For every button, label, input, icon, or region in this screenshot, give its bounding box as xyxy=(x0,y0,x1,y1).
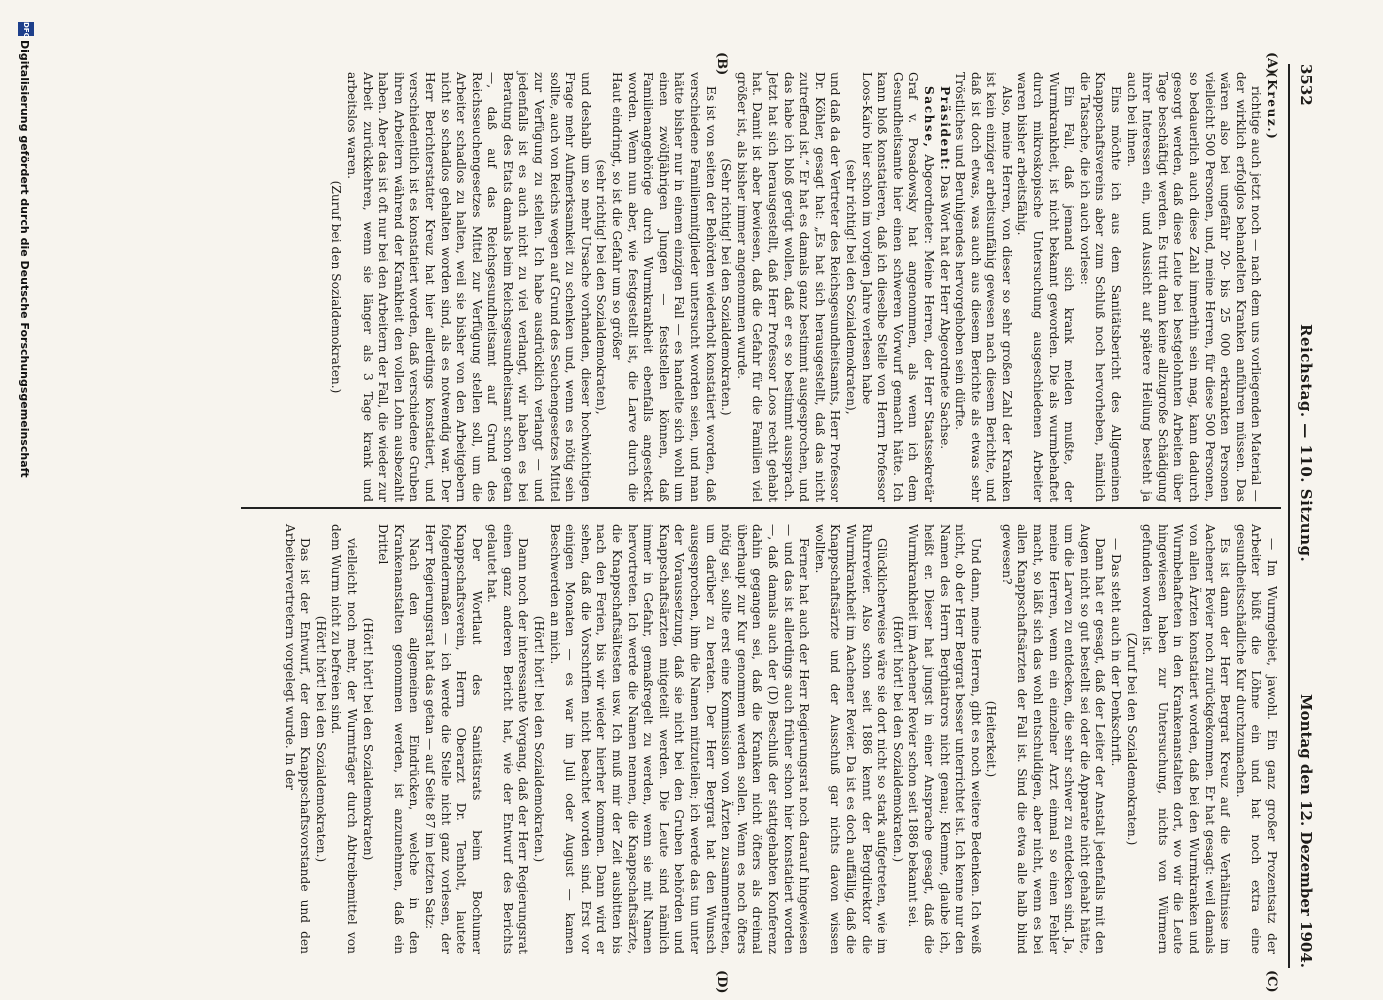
dfg-logo: DFG xyxy=(18,22,34,36)
margin-marker-a: (A) xyxy=(1264,52,1279,75)
body-paragraph: Und dann, meine Herren, gibt es noch weitere Bedenken. Ich weiß nicht, ob der Herr Bergrat besser unterrichtet ist. Ich kenne nur den Namen des Herrn Berghiatrors nicht genau; Klemme, glaube ich, heißt er. Dieser hat jungst in einer Ansprache gesagt, daß die Wurmkrankheit im Aachener Revier schon seit 1886 bekannt sei. xyxy=(906,524,983,954)
interjection: (Hört! hört! bei den Sozialdemokraten) xyxy=(360,617,375,861)
session-title: Reichstag. — 110. Sitzung. xyxy=(1297,324,1315,563)
left-text-column xyxy=(328,72,1279,502)
body-paragraph: — Im Wurmgebiet, jawohl. Ein ganz großer Prozentsatz der Arbeiter büßt die Löhne ein und hat noch extra eine gesundheitsschädliche Kur durchzumachen. xyxy=(1233,524,1279,954)
body-paragraph: Nach den allgemeinen Eindrücken, welche in den Krankenanstalten genommen werden, ist anzunehmen, daß ein Drittel xyxy=(376,524,422,954)
body-paragraph: und deshalb um so mehr Ursache vorhanden, dieser hochwichtigen Frage mehr Aufmerksamkeit zu schenken und, wenn es nötig sein sollte, auch von Reichs wegen auf Grund des Seuchengesetzes Mittel zur Verfügung zu stellen. Ich habe ausdrücklich verlangt — und jedenfalls ist es auch nicht zu viel verlangt, wir haben es bei Beratung des Etats damals beim Reichsgesundheitsamt schon getan —, daß auf das Reichsgesundheitsamt auf Grund des Reichsseuchengesetzes Mittel zur Verfügung stellen soll, um die Arbeiter schadlos zu halten, weil sie bisher von den Arbeitgebern nicht so schadlos gehalten worden sind, als es notwendig war. Der Herr Berichterstatter Kreuz hat hier allerdings konstatiert, und verschiedentlich ist es konstatiert worden, daß verschiedene Gruben ihren Arbeitern während der Krankheit den vollen Lohn ausbezahlt haben. Aber das ist oft nur bei den Arbeitern der Fall, die wieder zur Arbeit zurückkehren, wenn sie länger als 3 Tage krank und arbeitslos waren. xyxy=(344,72,593,502)
body-paragraph: Glücklicherweise wäre sie dort nicht so stark aufgetreten, wie im Ruhrrevier. Also schon seit 1886 kennt der Bergdirektor die Wurmkrankheit im Aachener Revier. Da ist es doch auffällig, daß die Knappschaftsärzte und der Ausschuß gar nichts davon wissen wollten. xyxy=(812,524,890,954)
body-paragraph: Dann noch der interessante Vorgang, daß der Herr Regierungsrat einen ganz anderen Bericht hat, wie der Entwurf des Berichts gelautet hat. xyxy=(485,524,531,954)
body-paragraph: Eins möchte ich aus dem Sanitätsbericht des Allgemeinen Knappschaftsvereins aber zum Schluß noch hervorheben, nämlich die Tatsache, die ich auch vorlese: xyxy=(1077,72,1124,502)
body-paragraph: Ein Fall, daß jemand sich krank melden mußte, der Wurmkrankheit, ist nicht bekannt geworden. Die als wurmbehaftet durch mikroskopische Untersuchung ausgeschiedenen Arbeiter waren bisher arbeitsfähig. xyxy=(1015,72,1077,502)
margin-marker-d: (D) xyxy=(714,970,729,994)
margin-marker-c: (C) xyxy=(1264,970,1279,993)
body-paragraph: Also, meine Herren, von dieser so sehr großen Zahl der Kranken ist kein einziger arbeitsunfähig gewesen nach diesem Berichte, und daß ist doch etwas, was auch aus diesem Berichte als etwas sehr Tröstliches und Beruhigendes hervorgehoben sein dürfte. xyxy=(953,72,1014,502)
speaker-name: Präsident: xyxy=(937,86,952,172)
body-paragraph: Es ist dann der Herr Bergrat Kreuz auf die Verhältnisse im Aachener Revier noch zurückgekommen. Er hat gesagt: weil damals von allen Ärzten konstatiert worden, daß bei den Wurmkranken und Wurmbehafteten in den Krankenanstalten dort, wo wir die Leute hingewiesen haben zur Untersuchung, nichts von Würmern gefunden worden ist. xyxy=(1140,524,1233,954)
speaker-paragraph xyxy=(936,72,952,502)
interjection: (sehr richtig! bei den Sozialdemokraten), xyxy=(594,159,609,415)
body-paragraph: Der Wortlaut des Sanitätsrats beim Bochumer Knappschaftsverein, Herrn Oberarzt Dr. Tenholt, lautete folgendermaßen — ich werde die Stelle nicht ganz vorlesen, der Herr Regierungsrat hat das getan — auf Seite 87 im letzten Satz: xyxy=(422,524,484,954)
digitization-credit: Digitalisierung gefördert durch die Deutsche Forschungsgemeinschaft xyxy=(18,40,31,478)
session-date: Montag den 12. Dezember 1904. xyxy=(1297,694,1315,968)
interjection: (Zuruf bei den Sozialdemokraten.) xyxy=(1124,632,1139,846)
speaker-paragraph: (Kreuz.) xyxy=(1265,72,1279,141)
speaker-text: Das Wort hat der Herr Abgeordnete Sachse. xyxy=(937,171,952,450)
margin-marker-b: (B) xyxy=(714,52,729,76)
interjection: (sehr richtig! bei den Sozialdemokraten), xyxy=(843,159,858,415)
interjection: (Hört! hört! bei den Sozialdemokraten.) xyxy=(532,615,547,863)
speaker-name: Sachse, xyxy=(921,86,936,149)
body-paragraph: richtige auch jetzt noch — nach dem uns vorliegenden Material — der wirklich erfolglos behandelten Kranken anführen müssen. Das wären also bei ungefähr 20- bis 25 000 erkrankten Personen vielleicht 500 Personen, und, meine Herren, für diese 500 Personen, so bedauerlich auch diese Zahl immerhin sein mag, kann dadurch gesorgt werden, daß diese Leute bei bestgelohnten Arbeiten über Tage beschäftigt werden. Es tritt dann keine allzugroße Schädigung ihrer Interessen ein, und Aussicht auf spätere Heilung besteht ja auch bei ihnen. xyxy=(1124,72,1264,502)
body-paragraph: vielleicht noch mehr, der Wurmträger durch Abtreibemittel von dem Wurm nicht zu befreien sind. xyxy=(329,524,359,954)
column-divider xyxy=(241,507,1281,509)
body-paragraph: Ferner hat auch der Herr Regierungsrat noch darauf hingewiesen — und das ist allerdings auch früher schon hier konstatiert worden —, daß damals auch der (D) Beschluß der stattgehabten Konferenz dahin gegangen sei, daß die Kranken nicht öfters als dreimal überhaupt zur Kur genommen werden sollen. Wenn es noch öfters nötig sei, sollte erst eine Kommission von Ärzten zusammentreten, um darüber zu beraten. Der Herr Bergrat hat den Wunsch ausgesprochen, ihm die Namen mitzuteilen; ich werde das tun unter der Voraussetzung, daß sie nicht bei den Gruben behörden und Knappschaftsärzten mitgeteilt werden. Die Leute sind nämlich immer in Gefahr, gemaßregelt zu werden, wenn sie mit Namen hervortreten. Ich werde die Namen nennen, die Knappschaftsärzte, die Knappschaftsältesten usw. Ich muß mir der Zeit ausbitten bis nach den Ferien, bis wir wieder hierher kommen. Dann wird er sehen, daß die Vorschriften nicht beachtet worden sind. Erst vor einigen Monaten — es war im Juli oder August — kamen Beschwerden an mich. xyxy=(547,524,812,954)
interjection: (Hört! hört! bei den Sozialdemokraten.) xyxy=(890,615,905,863)
speaker-paragraph xyxy=(858,72,936,502)
interjection: (Zuruf bei den Sozialdemokraten.) xyxy=(329,180,344,394)
body-paragraph: Es ist von seiten der Behörden wiederholt konstatiert worden, daß verschiedene Familienmitglieder untersucht worden seien, und man hätte bisher nur in einem einzigen Fall — es handelte sich wohl um einen zwölfjährigen Jungen — feststellen können, daß Familienangehörige durch Wurmkrankheit ebenfalls angesteckt worden. Wenn nun aber, wie festgestellt ist, die Larve durch die Haut eindringt, so ist die Gefahr um so größer xyxy=(610,72,718,502)
header-rule xyxy=(1288,64,1290,968)
interjection: (Sehr richtig! bei den Sozialdemokraten.) xyxy=(719,158,734,416)
right-text-column xyxy=(281,524,1279,954)
page-header xyxy=(1293,64,1317,968)
interjection: (Heiterkeit.) xyxy=(984,700,999,778)
page-number: 3532 xyxy=(1297,64,1315,106)
body-paragraph: — Das steht auch in der Denkschrift. xyxy=(1109,538,1124,767)
body-paragraph: und daß da der Vertreter des Reichsgesundheitsamts, Herr Professor Dr. Köhler, gesagt hat: „Es hat sich herausgestellt, daß das nicht zutreffend ist.“ Er hat es damals ganz bestimmt ausgesprochen, und das habe ich bloß gerügt wollen, daß er es so bestimmt aussprach. Jetzt hat sich herausgestellt, daß Herr Professor Loos recht gehabt hat. Damit ist aber bewiesen, daß die Gefahr für die Familien viel größer ist, als bisher immer angenommen wurde. xyxy=(734,72,843,502)
interjection: (Hört! hört! bei den Sozialdemokraten.) xyxy=(313,615,328,863)
body-paragraph: Das ist der Entwurf, der dem Knappschaftsvorstande und den Arbeitervertretern vorgelegt wurde. In der xyxy=(282,524,313,954)
body-paragraph: Dann hat er gesagt, daß der Leiter der Anstalt jedenfalls mit den Augen nicht so gut bestellt sei oder die Apparate nicht gehabt hätte, um die Larven zu entdecken, die sehr schwer zu entdecken sind. Ja, meine Herren, wenn ein einzelner Arzt einmal so einen Fehler macht, so läßt sich das wohl entschuldigen, aber nicht, wenn es bei allen Knappschaftsärzten der Fall ist. Sind die etwa alle halb blind gewesen? xyxy=(999,524,1108,954)
digitization-footer xyxy=(13,22,35,982)
speaker-text: Abgeordneter: Meine Herren, der Herr Staatssekretär Graf v. Posadowsky hat angenommen, als wenn ich dem Gesundheitsamte hier einen schweren Vorwurf gemacht hätte. Ich kann bloß konstatieren, daß ich dieselbe Stelle von Herrn Professor Loos-Kairo hier schon im vorigen Jahre verlesen habe xyxy=(859,72,936,502)
